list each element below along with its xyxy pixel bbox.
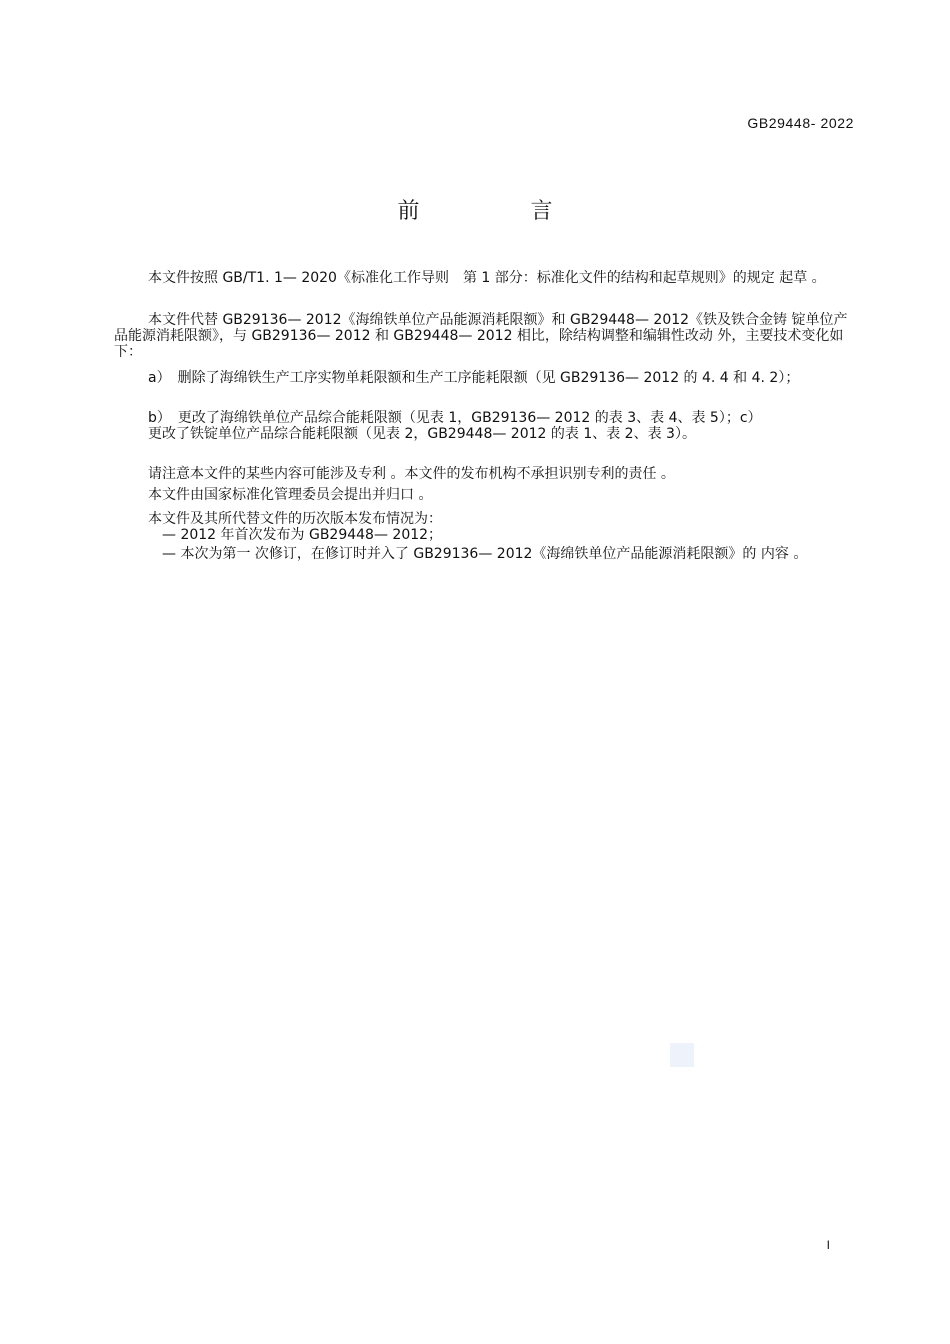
paragraph-drafting-basis: 本文件按照 GB/T1. 1— 2020《标准化工作导则 第 1 部分：标准化文件的结构和起草规则》的规定 起草 。 bbox=[148, 270, 826, 286]
page-number: I bbox=[826, 1238, 830, 1252]
preface-body-replacement bbox=[114, 312, 850, 360]
proposer-block bbox=[114, 487, 850, 503]
change-item-a: a） 删除了海绵铁生产工序实物单耗限额和生产工序能耗限额（见 GB29136— 2012 的 4. 4 和 4. 2）； bbox=[148, 370, 800, 386]
paragraph-history-intro: 本文件及其所代替文件的历次版本发布情况为： bbox=[148, 511, 442, 527]
preface-body bbox=[114, 270, 850, 286]
change-item-a-block bbox=[114, 370, 850, 386]
faint-scan-mark bbox=[670, 1043, 694, 1067]
paragraph-patent-notice: 请注意本文件的某些内容可能涉及专利 。本文件的发布机构不承担识别专利的责任 。 bbox=[148, 466, 675, 482]
standard-code: GB29448- 2022 bbox=[747, 115, 854, 131]
paragraph-proposer: 本文件由国家标准化管理委员会提出并归口 。 bbox=[148, 487, 433, 503]
history-block bbox=[114, 511, 850, 562]
change-item-b-block bbox=[114, 410, 769, 442]
paragraph-replacement: 本文件代替 GB29136— 2012《海绵铁单位产品能源消耗限额》和 GB29448— 2012《铁及铁合金铸 锭单位产品能源消耗限额》，与 GB29136— 2012 和 GB29448— 2012 相比，除结构调整和编辑性改动 外，主要技术变化如下： bbox=[114, 312, 848, 360]
change-item-b-c: b） 更改了海绵铁单位产品综合能耗限额（见表 1，GB29136— 2012 的表 3、表 4、表 5）；c） 更改了铁锭单位产品综合能耗限额（见表 2，GB29448— 2012 的表 1、表 2、表 3）。 bbox=[148, 410, 769, 442]
patent-note-block bbox=[114, 466, 850, 482]
page-title: 前 言 bbox=[397, 199, 605, 224]
history-item-second: — 本次为第一 次修订，在修订时并入了 GB29136— 2012《海绵铁单位产品能源消耗限额》的 内容 。 bbox=[162, 546, 808, 562]
history-item-first: — 2012 年首次发布为 GB29448— 2012； bbox=[162, 527, 443, 543]
